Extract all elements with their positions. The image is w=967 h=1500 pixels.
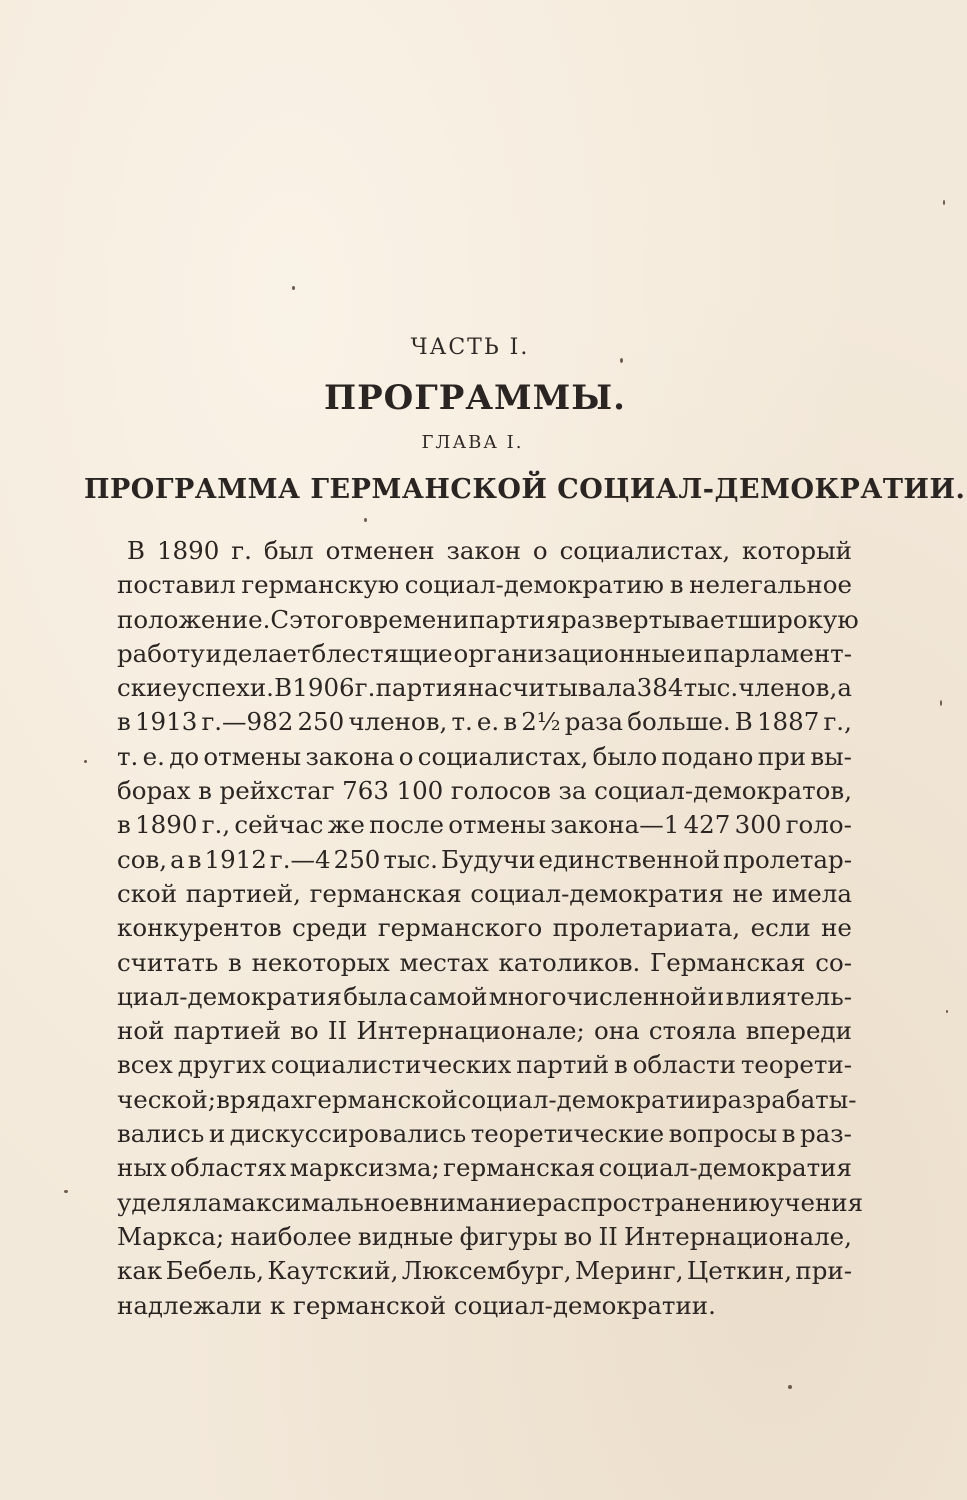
body-line: вались и дискуссировались теоретические вопросы в раз-	[117, 1119, 852, 1149]
paper-speck	[292, 286, 295, 290]
body-line: ские успехи. В 1906 г. партия насчитывала 384 тыс. членов, а	[117, 673, 852, 703]
body-line: сов, а в 1912 г.—4 250 тыс. Будучи единственной пролетар-	[117, 844, 852, 874]
body-line: как Бебель, Каутский, Люксембург, Меринг, Цеткин, при-	[117, 1256, 852, 1286]
body-line: ной партией во II Интернационале; она стояла впереди	[117, 1016, 852, 1046]
body-line: борах в рейхстаг 763 100 голосов за социал-демократов,	[117, 776, 852, 806]
body-line: положение. С этого времени партия развертывает широкую	[117, 604, 859, 634]
paper-speck	[940, 700, 942, 706]
paper-speck	[364, 518, 367, 522]
body-line: всех других социалистических партий в области теорети-	[117, 1050, 852, 1080]
body-line: ской партией, германская социал-демократия не имела	[117, 878, 852, 908]
paper-speck	[946, 1010, 948, 1013]
section-title: ПРОГРАММЫ.	[324, 378, 626, 418]
chapter-heading: ГЛАВА I.	[421, 432, 524, 453]
paper-speck	[84, 760, 87, 763]
body-line: в 1913 г.—982 250 членов, т. е. в 2½ раза больше. В 1887 г.,	[117, 707, 852, 737]
body-line: считать в некоторых местах католиков. Германская со-	[117, 947, 852, 977]
body-line: конкурентов среди германского пролетариата, если не	[117, 913, 852, 943]
body-line: уделяла максимальное внимание распространению учения	[117, 1187, 864, 1217]
body-line: в 1890 г., сейчас же после отмены закона—1 427 300 голо-	[117, 810, 852, 840]
part-heading: ЧАСТЬ I.	[410, 335, 530, 360]
body-line: ческой; в рядах германской социал-демократии разрабаты-	[117, 1084, 857, 1114]
body-line: циал-демократия была самой многочисленной и влиятель-	[117, 981, 852, 1011]
body-line: т. е. до отмены закона о социалистах, было подано при вы-	[117, 741, 852, 771]
body-line: поставил германскую социал-демократию в нелегальное	[117, 570, 852, 600]
body-text	[117, 534, 864, 1323]
body-line: В 1890 г. был отменен закон о социалистах, который	[127, 536, 852, 565]
body-line: Маркса; наиболее видные фигуры во II Интернационале,	[117, 1221, 852, 1251]
paper-speck	[943, 200, 945, 205]
paper-speck	[64, 1190, 68, 1193]
body-line: надлежали к германской социал-демократии.	[117, 1290, 716, 1320]
body-line: ных областях марксизма; германская социал-демократия	[117, 1153, 852, 1183]
chapter-title: ПРОГРАММА ГЕРМАНСКОЙ СОЦИАЛ-ДЕМОКРАТИИ.	[84, 474, 966, 505]
body-line: работу и делает блестящие организационные и парламент-	[117, 638, 852, 668]
paper-speck	[620, 358, 623, 363]
paper-speck	[788, 1385, 792, 1389]
